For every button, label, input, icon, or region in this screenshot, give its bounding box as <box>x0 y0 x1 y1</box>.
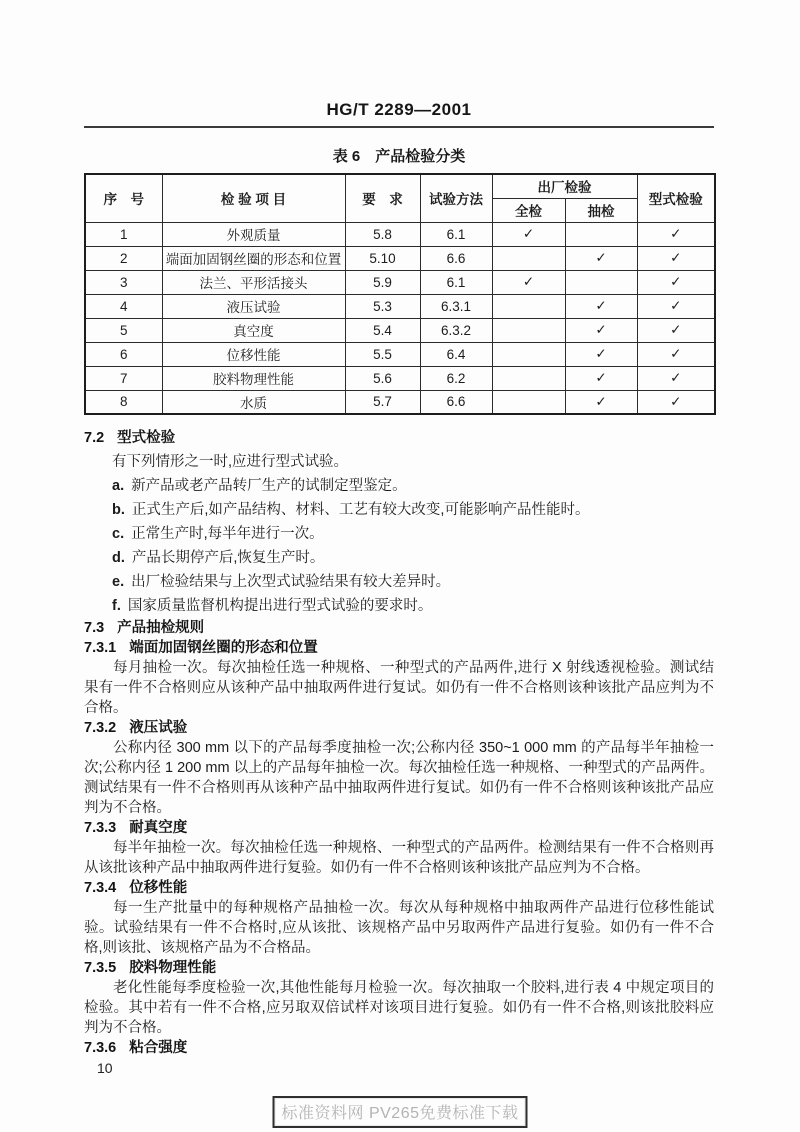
cell-method: 6.1 <box>420 270 492 294</box>
cell-sample-check: ✓ <box>565 294 637 318</box>
cell-item: 液压试验 <box>162 294 345 318</box>
cell-method: 6.3.1 <box>420 294 492 318</box>
header-item: 检 验 项 目 <box>162 174 345 222</box>
cell-item: 胶料物理性能 <box>162 366 345 390</box>
cell-method: 6.1 <box>420 222 492 246</box>
cell-method: 6.2 <box>420 366 492 390</box>
inspection-classification-table <box>84 173 716 415</box>
section-heading-7-3-6: 7.3.6 粘合强度 <box>84 1040 188 1056</box>
list-item-a: a. 新产品或老产品转厂生产的试制定型鉴定。 <box>112 478 407 494</box>
cell-type-check: ✓ <box>637 222 715 246</box>
cell-full-check <box>492 390 565 414</box>
table-row <box>85 390 715 414</box>
document-page <box>84 0 714 1058</box>
body-sections <box>84 426 714 1058</box>
section-number: 7.2 <box>84 430 105 446</box>
cell-type-check: ✓ <box>637 294 715 318</box>
cell-type-check: ✓ <box>637 246 715 270</box>
table-row <box>85 342 715 366</box>
cell-seq: 3 <box>85 270 162 294</box>
cell-seq: 7 <box>85 366 162 390</box>
table-title: 表 6 产品检验分类 <box>332 148 466 165</box>
cell-seq: 4 <box>85 294 162 318</box>
cell-item: 法兰、平形活接头 <box>162 270 345 294</box>
section-heading-7-3: 7.3 产品抽检规则 <box>84 620 205 636</box>
header-requirement: 要 求 <box>345 174 420 222</box>
list-item-b: b. 正式生产后,如产品结构、材料、工艺有较大改变,可能影响产品性能时。 <box>112 502 590 518</box>
section-title: 型式检验 <box>117 430 176 446</box>
cell-sample-check <box>565 222 637 246</box>
cell-sample-check: ✓ <box>565 390 637 414</box>
cell-type-check: ✓ <box>637 342 715 366</box>
list-item-c: c. 正常生产时,每半年进行一次。 <box>112 526 324 542</box>
section-heading-7-3-4: 7.3.4 位移性能 <box>84 880 188 896</box>
cell-item: 外观质量 <box>162 222 345 246</box>
cell-requirement: 5.10 <box>345 246 420 270</box>
cell-method: 6.6 <box>420 390 492 414</box>
cell-full-check <box>492 294 565 318</box>
page-number: 10 <box>97 1060 113 1076</box>
cell-requirement: 5.3 <box>345 294 420 318</box>
header-full-check: 全检 <box>492 198 565 222</box>
cell-full-check: ✓ <box>492 270 565 294</box>
table-row <box>85 246 715 270</box>
list-item-d: d. 产品长期停产后,恢复生产时。 <box>112 550 325 566</box>
cell-type-check: ✓ <box>637 390 715 414</box>
section-7-3-2-body: 公称内径 300 mm 以下的产品每季度抽检一次;公称内径 350~1 000 mm 的产品每半年抽检一次;公称内径 1 200 mm 以上的产品每年抽检一次。每次抽检任选一种规格、一种型式的产品两件。测试结果有一件不合格则再从该种产品中抽取两件进行复试。如仍有一件不合格则该种该批产品应判为不合格。 <box>84 740 714 816</box>
cell-full-check <box>492 246 565 270</box>
cell-sample-check: ✓ <box>565 342 637 366</box>
cell-type-check: ✓ <box>637 366 715 390</box>
cell-seq: 1 <box>85 222 162 246</box>
cell-item: 真空度 <box>162 318 345 342</box>
section-7-3-1-body: 每月抽检一次。每次抽检任选一种规格、一种型式的产品两件,进行 X 射线透视检验。测试结果有一件不合格则应从该种产品中抽取两件进行复试。如仍有一件不合格则该种该批产品应判为不合格。 <box>84 660 714 716</box>
section-heading-7-2 <box>84 426 714 450</box>
table-row <box>85 318 715 342</box>
cell-sample-check <box>565 270 637 294</box>
section-7-3-3-body: 每半年抽检一次。每次抽检任选一种规格、一种型式的产品两件。检测结果有一件不合格则再从该批该种产品中抽取两件进行复验。如仍有一件不合格则该种该批产品应判为不合格。 <box>84 840 714 876</box>
cell-full-check: ✓ <box>492 222 565 246</box>
cell-full-check <box>492 318 565 342</box>
header-type-inspection: 型式检验 <box>637 174 715 222</box>
section-heading-7-3-2: 7.3.2 液压试验 <box>84 720 188 736</box>
cell-requirement: 5.8 <box>345 222 420 246</box>
section-heading-7-3-3: 7.3.3 耐真空度 <box>84 820 188 836</box>
cell-method: 6.3.2 <box>420 318 492 342</box>
cell-requirement: 5.4 <box>345 318 420 342</box>
header-rule <box>84 126 714 128</box>
cell-type-check: ✓ <box>637 318 715 342</box>
cell-item: 端面加固钢丝圈的形态和位置 <box>162 246 345 270</box>
section-7-3-4-body: 每一生产批量中的每种规格产品抽检一次。每次从每种规格中抽取两件产品进行位移性能试验。试验结果有一件不合格时,应从该批、该规格产品中另取两件产品进行复验。如仍有一件不合格,则该批、该规格产品为不合格品。 <box>84 900 714 956</box>
section-heading-7-3-5: 7.3.5 胶料物理性能 <box>84 960 217 976</box>
list-item-f: f. 国家质量监督机构提出进行型式试验的要求时。 <box>112 598 433 614</box>
cell-sample-check: ✓ <box>565 246 637 270</box>
header-seq: 序 号 <box>85 174 162 222</box>
header-factory-inspection: 出厂检验 <box>492 174 637 198</box>
section-7-2-intro: 有下列情形之一时,应进行型式试验。 <box>112 454 349 470</box>
table-row <box>85 294 715 318</box>
table-row <box>85 222 715 246</box>
table-row <box>85 270 715 294</box>
cell-full-check <box>492 366 565 390</box>
header-sample-check: 抽检 <box>565 198 637 222</box>
cell-method: 6.6 <box>420 246 492 270</box>
watermark-box <box>273 1096 528 1128</box>
cell-full-check <box>492 342 565 366</box>
table-header-row <box>85 174 715 198</box>
cell-method: 6.4 <box>420 342 492 366</box>
cell-requirement: 5.5 <box>345 342 420 366</box>
header-method: 试验方法 <box>420 174 492 222</box>
cell-sample-check: ✓ <box>565 366 637 390</box>
list-item-e: e. 出厂检验结果与上次型式试验结果有较大差异时。 <box>112 574 451 590</box>
cell-requirement: 5.7 <box>345 390 420 414</box>
cell-requirement: 5.6 <box>345 366 420 390</box>
cell-item: 水质 <box>162 390 345 414</box>
watermark-text: 标准资料网 PV265免费标准下载 <box>281 1105 519 1122</box>
standard-code: HG/T 2289—2001 <box>326 100 472 119</box>
cell-seq: 6 <box>85 342 162 366</box>
cell-seq: 8 <box>85 390 162 414</box>
cell-seq: 2 <box>85 246 162 270</box>
section-heading-7-3-1: 7.3.1 端面加固钢丝圈的形态和位置 <box>84 640 318 656</box>
cell-item: 位移性能 <box>162 342 345 366</box>
cell-type-check: ✓ <box>637 270 715 294</box>
table-row <box>85 366 715 390</box>
cell-requirement: 5.9 <box>345 270 420 294</box>
cell-sample-check: ✓ <box>565 318 637 342</box>
cell-seq: 5 <box>85 318 162 342</box>
section-7-3-5-body: 老化性能每季度检验一次,其他性能每月检验一次。每次抽取一个胶料,进行表 4 中规定项目的检验。其中若有一件不合格,应另取双倍试样对该项目进行复验。如仍有一件不合格,则该批胶料应判为不合格。 <box>84 980 714 1036</box>
